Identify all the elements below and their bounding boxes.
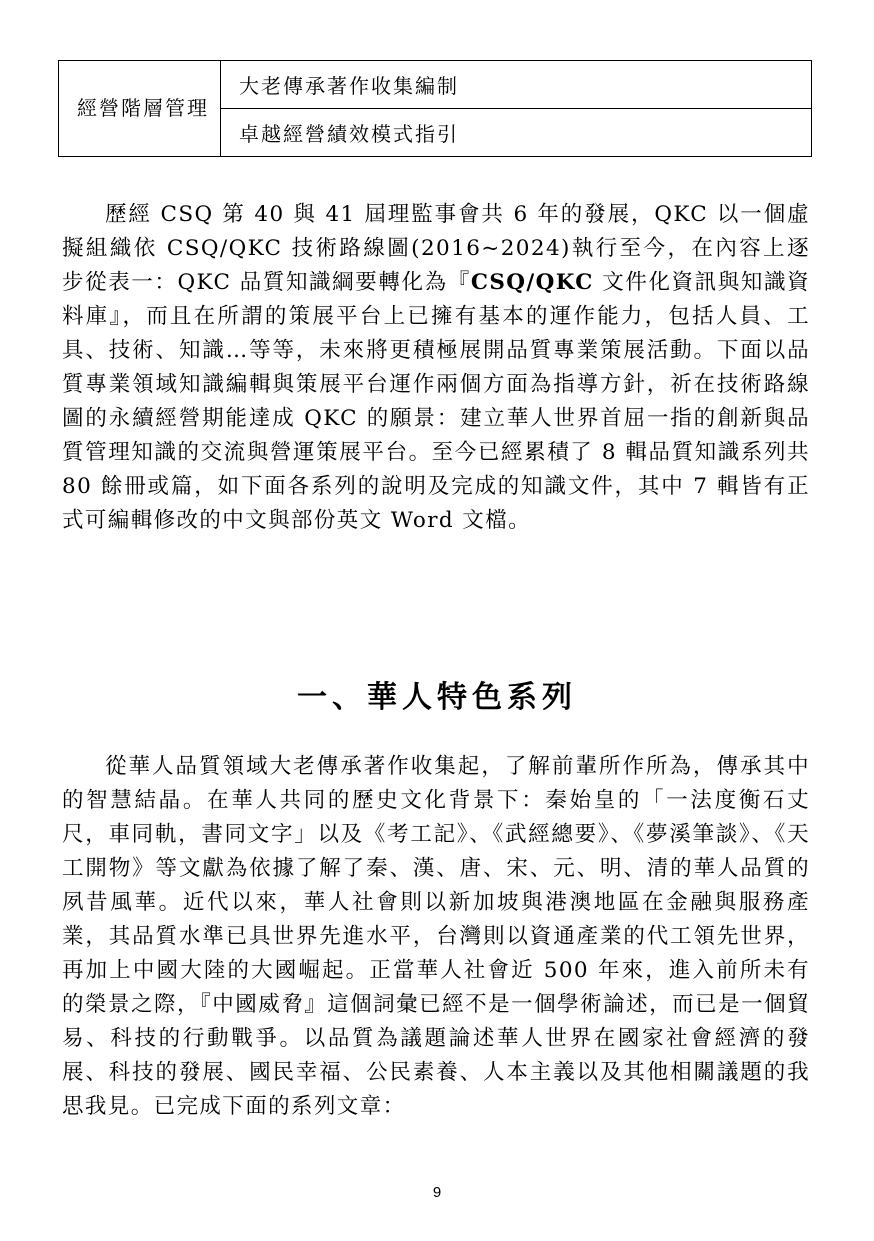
category-cell: 經營階層管理 (59, 61, 221, 157)
intro-paragraph (62, 198, 810, 538)
item-cell-excellence: 卓越經營績效模式指引 (221, 109, 812, 157)
intro-text-after: 文件化資訊與知識資料庫』，而且在所謂的策展平台上已擁有基本的運作能力，包括人員、工具、技術、知識…等等，未來將更積極展開品質專業策展活動。下面以品質專業領域知識編輯與策展平台運作兩個方面為指導方針，祈在技術路線圖的永續經營期能達成 QKC 的願景：建立華人世界首屈一指的創新與品質管理知識的交流與營運策展平台。至今已經累積了 8 輯品質知識系列共 80 餘冊或篇，如下面各系列的說明及完成的知識文件，其中 7 輯皆有正式可編輯修改的中文與部份英文 Word 文檔。 (62, 270, 810, 533)
page-number: 9 (432, 1184, 442, 1201)
intro-bold-term: CSQ/QKC (470, 270, 594, 295)
intro-text-before: 歷經 CSQ 第 40 與 41 屆理監事會共 6 年的發展，QKC 以一個虛擬組織依 CSQ/QKC 技術路線圖(2016~2024)執行至今，在內容上逐步從表一：QKC 品質知識綱要轉化為『 (62, 202, 810, 295)
section-heading: 一、華人特色系列 (297, 680, 577, 715)
management-table (58, 60, 812, 157)
section-paragraph: 從華人品質領域大老傳承著作收集起，了解前輩所作所為，傳承其中的智慧結晶。在華人共同的歷史文化背景下：秦始皇的「一法度衡石丈尺，車同軌，書同文字」以及《考工記》、《武經總要》、《夢溪筆談》、《天工開物》等文獻為依據了解了秦、漢、唐、宋、元、明、清的華人品質的夙昔風華。近代以來，華人社會則以新加坡與港澳地區在金融與服務產業，其品質水準已具世界先進水平，台灣則以資通產業的代工領先世界，再加上中國大陸的大國崛起。正當華人社會近 500 年來，進入前所未有的榮景之際，『中國威脅』這個詞彙已經不是一個學術論述，而已是一個貿易、科技的行動戰爭。以品質為議題論述華人世界在國家社會經濟的發展、科技的發展、國民幸福、公民素養、人本主義以及其他相關議題的我思我見。已完成下面的系列文章： (62, 754, 810, 1119)
item-cell-heritage: 大老傳承著作收集編制 (221, 61, 812, 109)
